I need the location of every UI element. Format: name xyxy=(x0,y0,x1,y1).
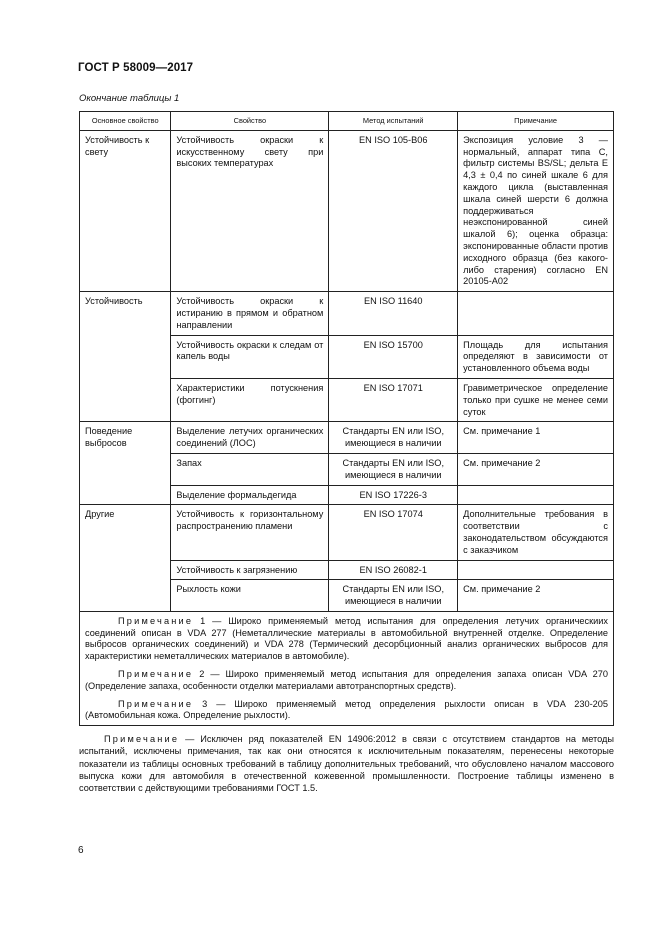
method-cell: Стандарты EN или ISO, имеющиеся в наличии xyxy=(329,580,458,612)
column-header: Свойство xyxy=(171,112,329,131)
note-cell: См. примечание 2 xyxy=(458,580,614,612)
note-cell: Экспозиция условие 3 — нормальный, аппарат типа С, фильтр системы BS/SL; дельта Е 4,3 ± 0,4 по синей шкале 6 для каждого цикла (выставленная шкала синей шерсти 6 должна поддерживаться неэкспонированной синей шкалой 6); оценка образца: экспонированные области против исходного образца (без какого-либо старения) согласно EN 20105-A02 xyxy=(458,130,614,291)
table-row xyxy=(80,505,614,560)
main-property-cell: Устойчивость xyxy=(80,292,171,422)
note-cell xyxy=(458,292,614,335)
note-cell: Площадь для испытания определяют в зависимости от установленного объема воды xyxy=(458,335,614,378)
property-cell: Рыхлость кожи xyxy=(171,580,329,612)
property-cell: Характеристики потускнения (фоггинг) xyxy=(171,378,329,421)
property-cell: Выделение летучих органических соединений (ЛОС) xyxy=(171,422,329,454)
property-cell: Устойчивость к загрязнению xyxy=(171,560,329,580)
property-cell: Устойчивость окраски к следам от капель воды xyxy=(171,335,329,378)
note-label: Примечание xyxy=(118,698,194,709)
method-cell: EN ISO 17074 xyxy=(329,505,458,560)
column-header: Метод испытаний xyxy=(329,112,458,131)
table-notes-cell xyxy=(80,611,614,725)
note-number: 3 xyxy=(202,698,208,709)
note-text: — Широко применяемый метод испытания для определения запаха описан VDA 270 (Определение запаха, особенности отделки материалами автотранспортных средств). xyxy=(85,669,608,691)
method-cell: EN ISO 26082-1 xyxy=(329,560,458,580)
method-cell: EN ISO 105-B06 xyxy=(329,130,458,291)
method-cell: Стандарты EN или ISO, имеющиеся в наличии xyxy=(329,422,458,454)
page-number: 6 xyxy=(78,845,84,856)
table-row xyxy=(80,292,614,335)
note-label: Примечание xyxy=(118,615,194,626)
note-cell xyxy=(458,560,614,580)
table-note xyxy=(85,616,608,663)
table-notes-row xyxy=(80,611,614,725)
table-caption: Окончание таблицы 1 xyxy=(79,93,180,104)
property-cell: Запах xyxy=(171,453,329,485)
note-text: — Широко применяемый метод определения рыхлости описан в VDA 230-205 (Автомобильная кожа. Определение рыхлости). xyxy=(85,698,608,721)
main-property-cell: Поведение выбросов xyxy=(80,422,171,505)
note-cell: Дополнительные требования в соответствии с законодательством обсуждаются с заказчиком xyxy=(458,505,614,560)
main-property-cell: Другие xyxy=(80,505,171,612)
method-cell: EN ISO 15700 xyxy=(329,335,458,378)
main-property-cell: Устойчивость к свету xyxy=(80,130,171,291)
method-cell: EN ISO 17071 xyxy=(329,378,458,421)
column-header: Основное свойство xyxy=(80,112,171,131)
column-header: Примечание xyxy=(458,112,614,131)
property-cell: Устойчивость к горизонтальному распространению пламени xyxy=(171,505,329,560)
table-row xyxy=(80,422,614,454)
property-cell: Выделение формальдегида xyxy=(171,485,329,505)
table-row xyxy=(80,130,614,291)
note-number: 1 xyxy=(200,615,206,626)
table-header-row xyxy=(80,112,614,131)
footer-note-text: — Исключен ряд показателей EN 14906:2012 в связи с отсутствием стандартов на методы испытаний, исключены примечания, так как они относятся к исключительным показателям, перенесены некоторые показатели из таблицы основных требований в таблицу дополнительных требований, что обусловлено началом массового выпуска кожи для автомобиля в отечественной кожевенной промышленности. Построение таблицы изменено в соответствии с действующими требованиями ГОСТ 1.5. xyxy=(79,734,614,793)
note-text: — Широко применяемый метод испытания для определения летучих органическиих соединений описан в VDA 277 (Неметаллические материалы в автомобильной внутренней отделке. Определение выбросов органических соединений) и VDA 278 (Термический десорбционный анализ органических выбросов для характеристики неметаллических материалов в автомобиле). xyxy=(85,615,608,662)
property-cell: Устойчивость окраски к истиранию в прямом и обратном направлении xyxy=(171,292,329,335)
standard-id: ГОСТ Р 58009—2017 xyxy=(78,62,194,74)
property-cell: Устойчивость окраски к искусственному свету при высоких температурах xyxy=(171,130,329,291)
note-cell: Гравиметрическое определение только при сушке не менее семи суток xyxy=(458,378,614,421)
footer-note-label: Примечание xyxy=(104,734,180,745)
note-cell: См. примечание 1 xyxy=(458,422,614,454)
note-cell: См. примечание 2 xyxy=(458,453,614,485)
method-cell: Стандарты EN или ISO, имеющиеся в наличии xyxy=(329,453,458,485)
note-cell xyxy=(458,485,614,505)
table-note xyxy=(85,699,608,723)
method-cell: EN ISO 17226-3 xyxy=(329,485,458,505)
footer-note xyxy=(79,733,614,794)
requirements-table xyxy=(79,111,614,726)
note-label: Примечание xyxy=(118,669,194,680)
table-note xyxy=(85,669,608,693)
note-number: 2 xyxy=(199,669,205,680)
method-cell: EN ISO 11640 xyxy=(329,292,458,335)
